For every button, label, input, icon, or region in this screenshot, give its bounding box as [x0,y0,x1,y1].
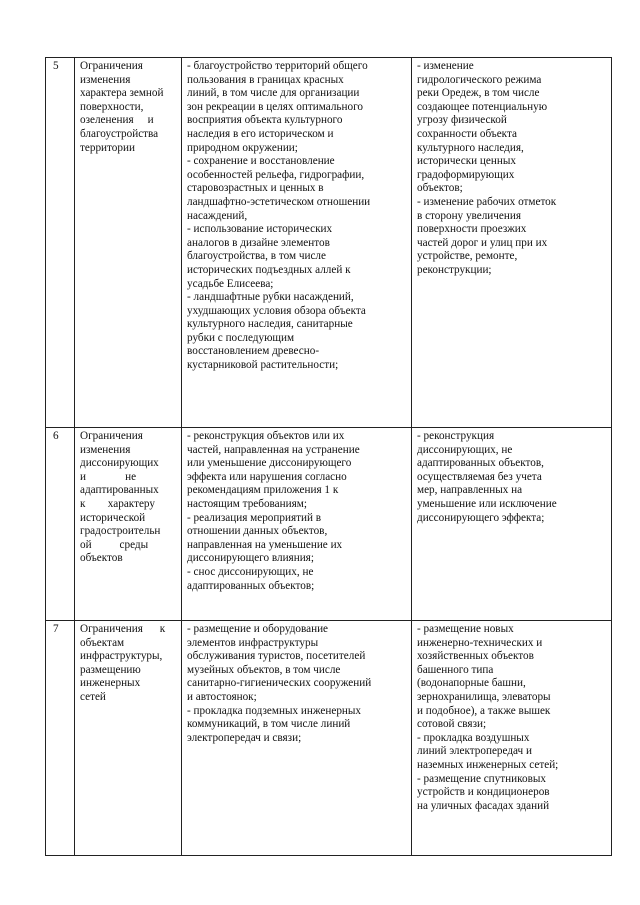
title-line: ой среды [80,538,149,551]
prohibition-line: - изменение рабочих отметок [417,195,557,208]
prohibition-line: устройств и кондиционеров [417,786,550,799]
row-number: 5 [46,58,75,428]
prohibition-line: и подобное), а также вышек [417,704,551,717]
restriction-title [75,428,182,621]
permitted-measures [182,58,412,428]
title-line: диссонирующих [80,457,159,470]
title-line: поверхности, [80,100,144,113]
restriction-title [75,58,182,428]
measure-line: адаптированных объектов; [187,579,315,592]
prohibition-line: инженерно-технических и [417,636,543,649]
prohibition-line: диссонирующего эффекта; [417,511,545,524]
measure-line: - использование исторических [187,223,333,236]
title-line: благоустройства [80,127,159,140]
row-number: 7 [46,621,75,856]
title-line: Ограничения [80,60,143,72]
prohibition-line: линий электропередач и [417,745,532,758]
measure-line: - снос диссонирующих, не [187,565,314,578]
title-line: инженерных [80,677,141,690]
prohibition-line: - размещение новых [417,623,514,635]
restriction-title [75,621,182,856]
title-line: объектам [80,636,125,649]
prohibited-actions [412,58,612,428]
measure-line: отношении данных объектов, [187,525,328,538]
title-line: адаптированных [80,484,159,497]
prohibition-line: наземных инженерных сетей; [417,758,559,771]
measure-line: рекомендациям приложения 1 к [187,484,339,497]
measure-line: настоящим требованиям; [187,497,307,510]
prohibition-line: объектов; [417,182,463,195]
prohibition-line: реконструкции; [417,263,492,276]
prohibition-line: - реконструкция [417,430,495,442]
table-row [46,428,612,621]
measure-line: санитарно-гигиенических сооружений [187,677,372,690]
prohibition-line: адаптированных объектов, [417,457,544,470]
measure-line: восстановлением древесно- [187,345,320,358]
title-line: размещению [80,663,141,676]
prohibition-line: диссонирующих, не [417,443,513,456]
prohibition-line: сотовой связи; [417,718,487,731]
measure-line: насаждений, [187,209,248,222]
measure-line: - ландшафтные рубки насаждений, [187,291,354,304]
prohibition-line: - размещение спутниковых [417,772,546,785]
prohibition-line: - прокладка воздушных [417,731,530,744]
prohibition-line: уменьшение или исключение [417,497,557,510]
prohibition-line: гидрологического режима [417,73,542,86]
measure-line: коммуникаций, в том числе линий [187,718,351,731]
prohibition-line: башенного типа [417,663,494,676]
prohibition-line: частей дорог и улиц при их [417,236,548,249]
prohibition-line: в сторону увеличения [417,209,522,222]
prohibition-line: мер, направленных на [417,484,523,497]
measure-line: усадьбе Елисеева; [187,277,274,290]
measure-line: - реконструкция объектов или их [187,430,345,442]
measure-line: - размещение и оборудование [187,623,329,635]
title-line: градостроительн [80,525,161,538]
permitted-measures [182,621,412,856]
title-line: территории [80,141,135,154]
measure-line: диссонирующего влияния; [187,552,314,565]
measure-line: особенностей рельефа, гидрографии, [187,168,365,181]
measure-line: ландшафтно-эстетическом отношении [187,195,371,208]
prohibition-line: угрозу физической [417,114,507,127]
title-line: к характеру [80,497,155,510]
prohibition-line: - изменение [417,60,474,72]
measure-line: наследия в его историческом и [187,127,334,140]
measure-line: природном окружении; [187,141,298,154]
prohibited-actions [412,428,612,621]
prohibition-line: поверхности проезжих [417,223,527,236]
prohibition-line: реки Оредеж, в том числе [417,87,540,100]
title-line: озеленения и [80,114,154,127]
title-line: изменения [80,443,131,456]
prohibition-line: исторически ценных [417,155,516,168]
measure-line: частей, направленная на устранение [187,443,360,456]
table-row [46,621,612,856]
title-line: Ограничения [80,430,143,442]
title-line: сетей [80,690,106,703]
prohibition-line: сохранности объекта [417,127,517,140]
measure-line: рубки с последующим [187,331,295,344]
measure-line: культурного наследия, санитарные [187,318,353,331]
measure-line: восприятия объекта культурного [187,114,343,127]
measure-line: и автостоянок; [187,690,257,703]
prohibition-line: хозяйственных объектов [417,650,534,663]
requirements-table [45,57,612,856]
measure-line: старовозрастных и ценных в [187,182,324,195]
measure-line: исторических подъездных аллей к [187,263,351,276]
title-line: и не [80,470,137,483]
measure-line: эффекта или нарушения согласно [187,470,347,483]
measure-line: обслуживания туристов, посетителей [187,650,366,663]
measure-line: - реализация мероприятий в [187,511,322,524]
permitted-measures [182,428,412,621]
measure-line: элементов инфраструктуры [187,636,319,649]
measure-line: аналогов в дизайне элементов [187,236,330,249]
prohibition-line: культурного наследия, [417,141,524,154]
measure-line: линий, в том числе для организации [187,87,360,100]
measure-line: ухудшающих условия обзора объекта [187,304,366,317]
prohibition-line: градоформирующих [417,168,515,181]
prohibition-line: осуществляемая без учета [417,470,542,483]
measure-line: кустарниковой растительности; [187,359,339,372]
measure-line: или уменьшение диссонирующего [187,457,352,470]
prohibition-line: устройстве, ремонте, [417,250,518,263]
title-line: исторической [80,511,146,524]
measure-line: электропередач и связи; [187,731,302,744]
table-row [46,58,612,428]
measure-line: - сохранение и восстановление [187,155,335,168]
title-line: изменения [80,73,131,86]
measure-line: направленная на уменьшение их [187,538,343,551]
prohibited-actions [412,621,612,856]
measure-line: зон рекреации в целях оптимального [187,100,363,113]
row-number: 6 [46,428,75,621]
prohibition-line: (водонапорные башни, [417,677,526,690]
prohibition-line: создающее потенциальную [417,100,548,113]
title-line: Ограничения к [80,623,166,635]
prohibition-line: зернохранилища, элеваторы [417,690,551,703]
measure-line: - прокладка подземных инженерных [187,704,362,717]
title-line: объектов [80,552,123,565]
measure-line: пользования в границах красных [187,73,344,86]
prohibition-line: на уличных фасадах зданий [417,799,550,812]
measure-line: музейных объектов, в том числе [187,663,341,676]
title-line: характера земной [80,87,164,100]
measure-line: - благоустройство территорий общего [187,60,368,72]
measure-line: благоустройства, в том числе [187,250,326,263]
title-line: инфраструктуры, [80,650,163,663]
